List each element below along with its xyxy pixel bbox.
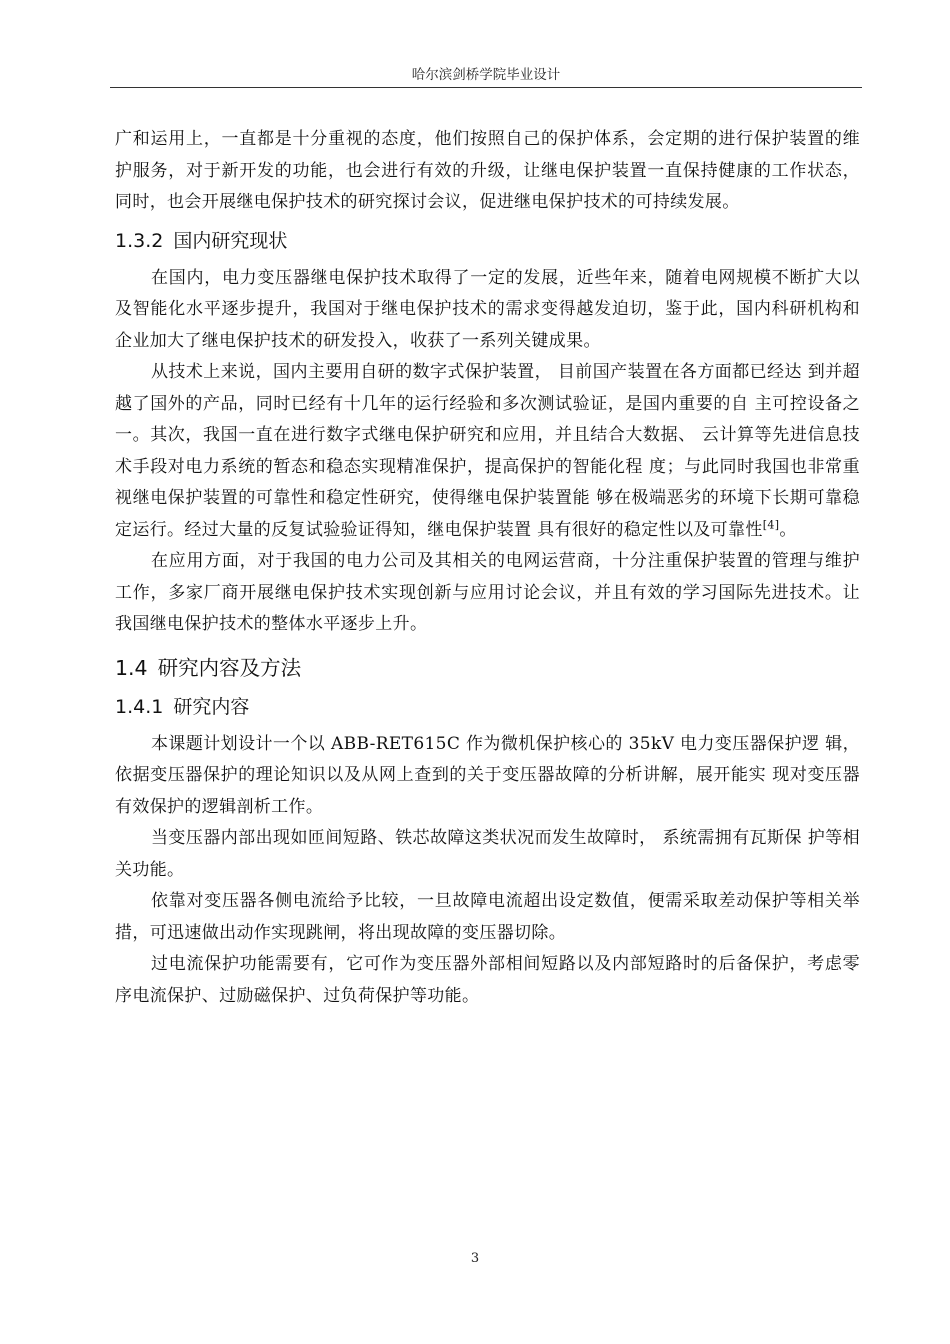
section-heading-1-4-1 <box>115 693 860 721</box>
section-title: 国内研究现状 <box>173 229 288 252</box>
section-title: 研究内容 <box>173 695 250 718</box>
paragraph-differential-protection: 依靠对变压器各侧电流给予比较，一旦故障电流超出设定数值，便需采取差动保护等相关举措，可迅速做出动作实现跳闸，将出现故障的变压器切除。 <box>115 891 860 943</box>
paragraph-domestic-development: 在国内，电力变压器继电保护技术取得了一定的发展，近些年来，随着电网规模不断扩大以及智能化水平逐步提升，我国对于继电保护技术的需求变得越发迫切，鉴于此，国内科研机构和企业加大了继电保护技术的研发投入，收获了一系列关键成果。 <box>115 267 860 351</box>
header-divider <box>110 87 862 88</box>
section-heading-1-4 <box>115 653 860 683</box>
paragraph-gas-protection: 当变压器内部出现如匝间短路、铁芯故障这类状况而发生故障时， 系统需拥有瓦斯保 护等相关功能。 <box>115 828 860 880</box>
paragraph-technical-status <box>115 357 860 546</box>
page-header: 哈尔滨剑桥学院毕业设计 <box>411 67 561 83</box>
section-heading-1-3-2 <box>115 227 860 255</box>
paragraph-text: 从技术上来说，国内主要用自研的数字式保护装置， 目前国产装置在各方面都已经达 到并超越了国外的产品，同时已经有十几年的运行经验和多次测试验证，是国内重要的自 主可控设备之一。其次，我国一直在进行数字式继电保护研究和应用，并且结合大数据、 云计算等先进信息技术手段对电力系统的暂态和稳态实现精准保护，提高保护的智能化程 度；与此同时我国也非常重视继电保护装置的可靠性和稳定性研究，使得继电保护装置能 够在极端恶劣的环境下长期可靠稳定运行。经过大量的反复试验验证得知，继电保护装置 具有很好的稳定性以及可靠性 <box>115 362 860 540</box>
paragraph-overcurrent-protection: 过电流保护功能需要有，它可作为变压器外部相间短路以及内部短路时的后备保护，考虑零序电流保护、过励磁保护、过负荷保护等功能。 <box>115 954 860 1006</box>
page-body <box>115 124 860 1012</box>
section-number: 1.4 <box>115 655 148 680</box>
paragraph-end: 。 <box>779 519 797 540</box>
section-title: 研究内容及方法 <box>157 655 302 680</box>
page-number: 3 <box>470 1251 480 1266</box>
paragraph-continuation: 广和运用上，一直都是十分重视的态度，他们按照自己的保护体系，会定期的进行保护装置的维护服务，对于新开发的功能，也会进行有效的升级，让继电保护装置一直保持健康的工作状态，同时，也会开展继电保护技术的研究探讨会议，促进继电保护技术的可持续发展。 <box>115 129 860 212</box>
section-number: 1.3.2 <box>115 229 164 252</box>
paragraph-project-plan: 本课题计划设计一个以 ABB-RET615C 作为微机保护核心的 35kV 电力变压器保护逻 辑，依据变压器保护的理论知识以及从网上查到的关于变压器故障的分析讲解，展开能实 现对变压器有效保护的逻辑剖析工作。 <box>115 733 860 817</box>
paragraph-application: 在应用方面，对于我国的电力公司及其相关的电网运营商，十分注重保护装置的管理与维护工作，多家厂商开展继电保护技术实现创新与应用讨论会议，并且有效的学习国际先进技术。让我国继电保护技术的整体水平逐步上升。 <box>115 551 860 634</box>
section-number: 1.4.1 <box>115 695 164 718</box>
citation-ref: [4] <box>762 517 780 531</box>
